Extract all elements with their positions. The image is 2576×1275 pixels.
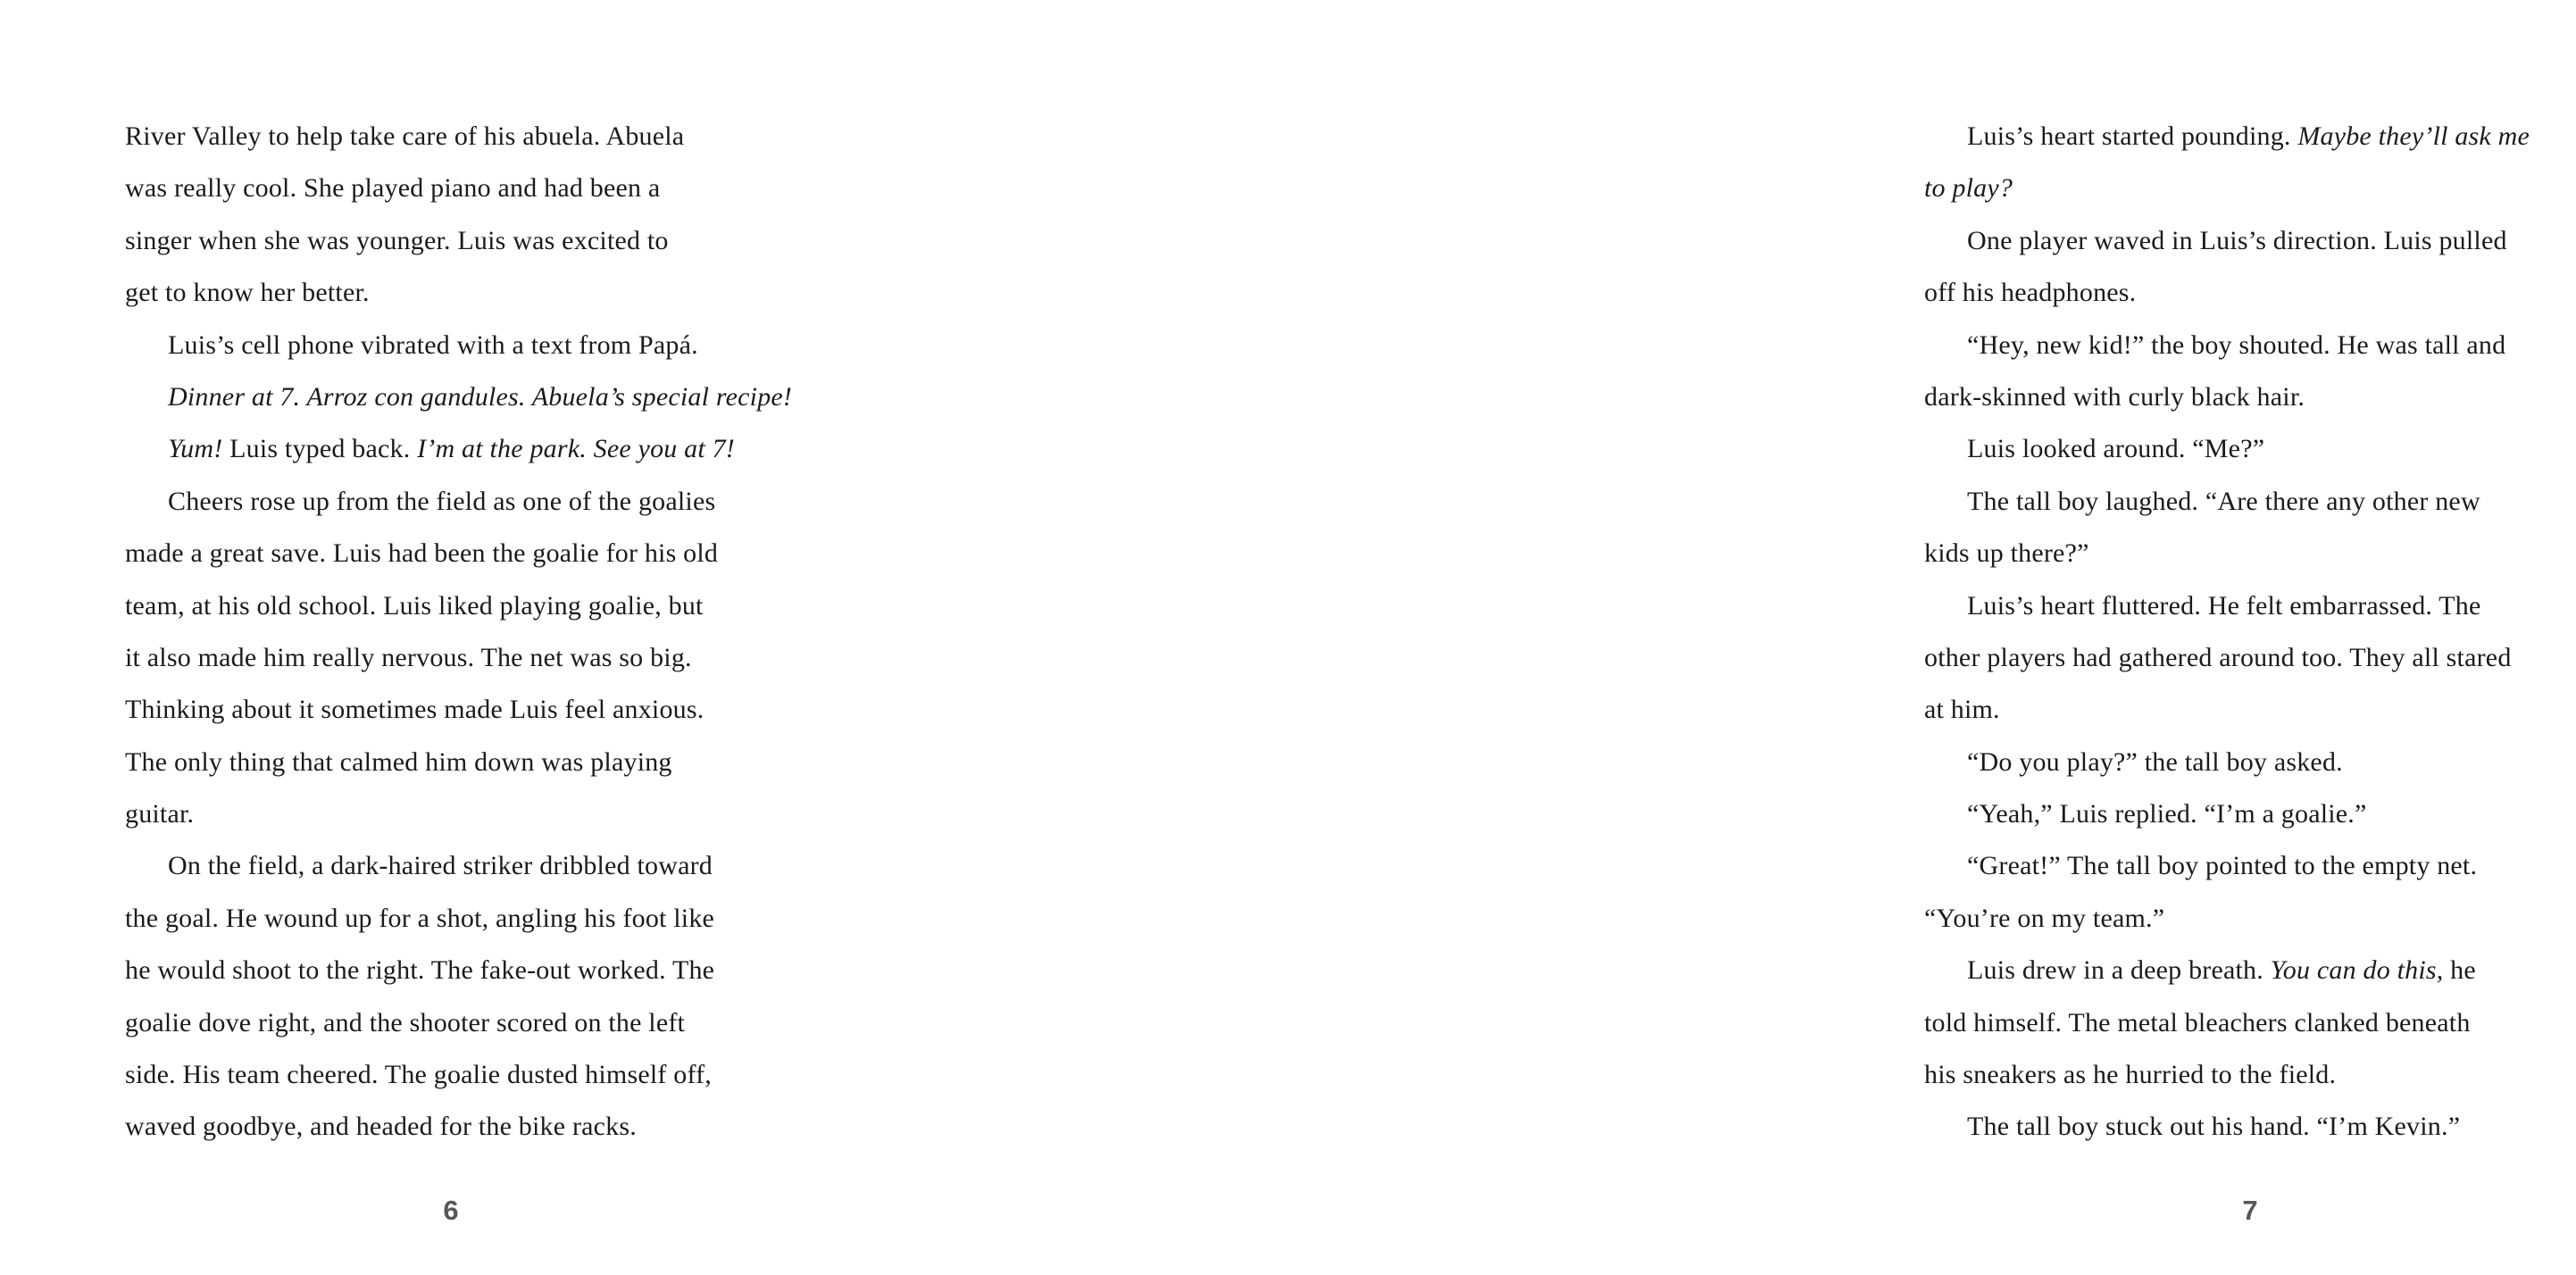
text-segment: “Hey, new kid!” the boy shouted. He was tall and bbox=[1967, 329, 2506, 360]
text-segment: the goal. He wound up for a shot, angling his foot like bbox=[125, 903, 715, 933]
text-segment: other players had gathered around too. They all stared bbox=[1924, 642, 2512, 672]
italic-text-segment: Yum! bbox=[168, 434, 223, 464]
text-line bbox=[1924, 684, 2576, 736]
text-segment: Luis looked around. “Me?” bbox=[1967, 434, 2265, 464]
text-segment: On the field, a dark-haired striker dribbled toward bbox=[168, 851, 713, 881]
text-line bbox=[1924, 320, 2576, 371]
text-segment: it also made him really nervous. The net was so big. bbox=[125, 642, 692, 672]
text-line bbox=[1924, 737, 2576, 788]
text-line bbox=[125, 840, 777, 892]
italic-text-segment: to play? bbox=[1924, 173, 2013, 204]
text-line bbox=[125, 320, 777, 371]
text-segment: made a great save. Luis had been the goalie for his old bbox=[125, 538, 719, 569]
text-segment: Luis’s heart fluttered. He felt embarrassed. The bbox=[1967, 590, 2481, 621]
text-line bbox=[1924, 1049, 2576, 1101]
text-segment: waved goodbye, and headed for the bike racks. bbox=[125, 1112, 637, 1142]
text-segment: he bbox=[2443, 955, 2476, 986]
text-line bbox=[125, 267, 777, 319]
text-segment: “Yeah,” Luis replied. “I’m a goalie.” bbox=[1967, 799, 2367, 829]
text-segment: team, at his old school. Luis liked playing goalie, but bbox=[125, 590, 704, 621]
text-line bbox=[1924, 476, 2576, 528]
text-line bbox=[1924, 840, 2576, 892]
text-line bbox=[1924, 893, 2576, 945]
text-line bbox=[125, 476, 777, 528]
page-6-text-block bbox=[125, 111, 793, 1154]
text-segment: was really cool. She played piano and had been a bbox=[125, 173, 661, 204]
text-segment: guitar. bbox=[125, 799, 195, 829]
text-line bbox=[1924, 997, 2576, 1049]
italic-text-segment: Maybe they’ll ask me bbox=[2297, 121, 2530, 151]
text-segment: told himself. The metal bleachers clanked beneath bbox=[1924, 1007, 2471, 1038]
text-segment: Luis typed back. bbox=[222, 434, 418, 464]
text-segment: River Valley to help take care of his abuela. Abuela bbox=[125, 121, 685, 151]
text-line bbox=[1924, 632, 2576, 684]
text-segment: off his headphones. bbox=[1924, 278, 2137, 308]
text-line bbox=[1924, 162, 2576, 214]
text-segment: get to know her better. bbox=[125, 278, 370, 308]
italic-text-segment: You can do this, bbox=[2270, 955, 2444, 986]
page-7-text-block bbox=[1924, 111, 2576, 1154]
text-segment: The tall boy stuck out his hand. “I’m Kevin.” bbox=[1967, 1112, 2461, 1142]
page-7 bbox=[893, 0, 2530, 1275]
text-segment: singer when she was younger. Luis was excited to bbox=[125, 225, 669, 255]
text-segment: Luis drew in a deep breath. bbox=[1967, 955, 2271, 986]
text-segment: The tall boy laughed. “Are there any other new bbox=[1967, 486, 2480, 516]
page-6 bbox=[0, 0, 893, 1275]
text-line bbox=[1924, 371, 2576, 423]
text-segment: side. His team cheered. The goalie dusted himself off, bbox=[125, 1060, 713, 1090]
text-segment: “Great!” The tall boy pointed to the empty net. bbox=[1967, 851, 2478, 881]
text-line bbox=[125, 371, 793, 423]
text-segment: “You’re on my team.” bbox=[1924, 903, 2165, 933]
text-segment: Cheers rose up from the field as one of the goalies bbox=[168, 486, 716, 516]
text-line bbox=[125, 215, 777, 267]
text-segment: The only thing that calmed him down was playing bbox=[125, 746, 672, 777]
text-line bbox=[1924, 528, 2576, 579]
text-segment: dark-skinned with curly black hair. bbox=[1924, 381, 2305, 412]
text-line bbox=[125, 162, 777, 214]
text-line bbox=[1924, 111, 2576, 162]
text-line bbox=[1924, 580, 2576, 632]
text-segment: “Do you play?” the tall boy asked. bbox=[1967, 746, 2343, 777]
italic-text-segment: Dinner at 7. Arroz con gandules. Abuela’s special recipe! bbox=[168, 381, 793, 412]
text-segment: his sneakers as he hurried to the field. bbox=[1924, 1060, 2337, 1090]
text-line bbox=[125, 1101, 777, 1153]
text-segment: goalie dove right, and the shooter scored on the left bbox=[125, 1007, 686, 1038]
text-line bbox=[125, 893, 777, 945]
text-line bbox=[1924, 267, 2576, 319]
text-line bbox=[125, 1049, 777, 1101]
text-line bbox=[125, 580, 777, 632]
text-segment: One player waved in Luis’s direction. Luis pulled bbox=[1967, 225, 2507, 255]
text-segment: he would shoot to the right. The fake-out worked. The bbox=[125, 955, 715, 986]
text-line bbox=[125, 997, 777, 1049]
text-line bbox=[125, 632, 777, 684]
text-line bbox=[125, 423, 777, 475]
text-line bbox=[1924, 945, 2576, 996]
text-line bbox=[1924, 215, 2576, 267]
text-line bbox=[125, 528, 777, 579]
text-line bbox=[125, 945, 777, 996]
text-line bbox=[1924, 423, 2576, 475]
text-line bbox=[1924, 1101, 2576, 1153]
text-line bbox=[125, 788, 777, 840]
text-line bbox=[125, 111, 777, 162]
page-number-right: 7 bbox=[2242, 1195, 2258, 1226]
text-segment: at him. bbox=[1924, 695, 2000, 725]
text-line bbox=[125, 737, 777, 788]
text-line bbox=[1924, 788, 2576, 840]
text-segment: Luis’s heart started pounding. bbox=[1967, 121, 2298, 151]
text-segment: Luis’s cell phone vibrated with a text from Papá. bbox=[168, 329, 698, 360]
text-segment: Thinking about it sometimes made Luis feel anxious. bbox=[125, 695, 704, 725]
page-number-left: 6 bbox=[443, 1195, 459, 1226]
text-line bbox=[125, 684, 777, 736]
text-segment: kids up there?” bbox=[1924, 538, 2089, 569]
italic-text-segment: I’m at the park. See you at 7! bbox=[417, 434, 736, 464]
